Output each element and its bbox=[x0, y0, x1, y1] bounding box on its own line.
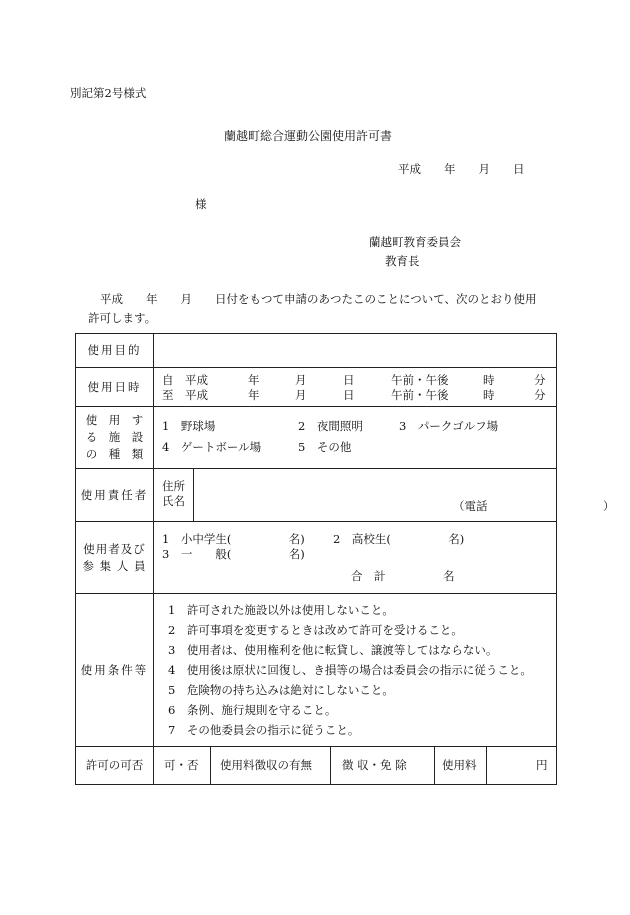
approval-cell bbox=[154, 747, 211, 784]
approval-label: 許可の可否 bbox=[76, 747, 154, 785]
to-year: 年 bbox=[248, 388, 260, 402]
condition-item: 2 許可事項を変更するときは改めて許可を受けること。 bbox=[168, 623, 463, 637]
document-title: 蘭越町総合運動公園使用許可書 bbox=[224, 129, 393, 143]
purpose-value bbox=[154, 334, 557, 368]
from-day: 日 bbox=[343, 373, 355, 387]
to-minute: 分 bbox=[534, 388, 546, 402]
condition-item: 5 危険物の持ち込みは絶対にしないこと。 bbox=[168, 683, 394, 697]
participants-junior: 1 小中学生( 名) bbox=[162, 532, 305, 546]
facility-label-line: る 施 設 bbox=[85, 430, 144, 445]
fee-collect-value-cell bbox=[330, 747, 435, 784]
addressee-suffix: 様 bbox=[195, 197, 207, 211]
from-ampm: 午前・午後 bbox=[391, 373, 449, 387]
participants-total: 合 計 名 bbox=[351, 569, 455, 583]
name-label: 氏名 bbox=[162, 494, 185, 508]
approval-value bbox=[154, 747, 557, 785]
row-approval bbox=[76, 747, 557, 785]
fee-collect-label-cell bbox=[210, 747, 331, 784]
permit-form-table bbox=[75, 333, 615, 785]
facility-label bbox=[76, 407, 154, 469]
condition-item: 4 使用後は原状に回復し、き損等の場合は委員会の指示に従うこと。 bbox=[168, 663, 532, 677]
fee-collect-label: 使用料徴収の有無 bbox=[220, 758, 312, 772]
from-hour: 時 bbox=[483, 373, 495, 387]
to-ampm: 午前・午後 bbox=[391, 388, 449, 402]
row-purpose bbox=[76, 334, 557, 368]
to-era: 平成 bbox=[185, 388, 208, 402]
from-prefix: 自 bbox=[162, 373, 174, 387]
responsible-value bbox=[154, 469, 615, 522]
facility-item: 3 パークゴルフ場 bbox=[399, 419, 499, 433]
conditions-value bbox=[154, 594, 557, 747]
to-month: 月 bbox=[295, 388, 307, 402]
facility-label-line: の 種 類 bbox=[85, 446, 144, 461]
condition-item: 6 条例、施行規則を守ること。 bbox=[168, 703, 337, 717]
form-number: 別記第2号様式 bbox=[70, 86, 147, 100]
facility-item: 4 ゲートボール場 bbox=[162, 440, 262, 454]
row-responsible bbox=[76, 469, 557, 522]
facility-item: 2 夜間照明 bbox=[298, 419, 363, 433]
participants-label bbox=[76, 522, 154, 594]
participants-label-line: 参 集 人 員 bbox=[82, 558, 147, 573]
purpose-label: 使用目的 bbox=[76, 334, 154, 368]
issuer-org: 蘭越町教育委員会 bbox=[369, 235, 461, 249]
datetime-value bbox=[154, 368, 557, 407]
responsible-label: 使用責任者 bbox=[76, 469, 154, 522]
address-name-sublabel bbox=[154, 469, 194, 521]
participants-value bbox=[154, 522, 557, 594]
row-participants bbox=[76, 522, 557, 594]
fee-collect-value: 徴 収・免 除 bbox=[342, 758, 407, 772]
intro-line-2: 許可します。 bbox=[88, 311, 157, 325]
condition-item: 3 使用者は、使用権利を他に転貸し、譲渡等してはならない。 bbox=[168, 643, 498, 657]
issuer-title: 教育長 bbox=[385, 254, 420, 268]
row-conditions bbox=[76, 594, 557, 747]
row-datetime bbox=[76, 368, 557, 407]
condition-item: 7 その他委員会の指示に従うこと。 bbox=[168, 723, 360, 737]
conditions-label: 使用条件等 bbox=[76, 594, 154, 747]
facility-value bbox=[154, 407, 557, 469]
participants-high: 2 高校生( 名) bbox=[333, 532, 465, 546]
facility-item: 5 その他 bbox=[298, 440, 352, 454]
approval-choice: 可・否 bbox=[164, 758, 199, 772]
from-month: 月 bbox=[295, 373, 307, 387]
condition-item: 1 許可された施設以外は使用しないこと。 bbox=[168, 603, 394, 617]
participants-label-line: 使用者及び bbox=[83, 541, 146, 556]
fee-label-cell bbox=[434, 747, 487, 784]
phone-open: （電話 bbox=[453, 499, 488, 513]
to-prefix: 至 bbox=[162, 388, 174, 402]
from-year: 年 bbox=[248, 373, 260, 387]
fee-label: 使用料 bbox=[442, 758, 477, 772]
intro-line-1: 平成 年 月 日付をもつて申請のあつたこのことについて、次のとおり使用 bbox=[100, 292, 537, 306]
issue-date: 平成 年 月 日 bbox=[398, 162, 525, 176]
to-day: 日 bbox=[343, 388, 355, 402]
datetime-label: 使用日時 bbox=[76, 368, 154, 407]
from-era: 平成 bbox=[185, 373, 208, 387]
address-label: 住所 bbox=[162, 479, 185, 493]
fee-unit: 円 bbox=[536, 758, 548, 772]
to-hour: 時 bbox=[483, 388, 495, 402]
participants-general: 3 一 般( 名) bbox=[162, 547, 305, 561]
facility-item: 1 野球場 bbox=[162, 419, 216, 433]
row-facility bbox=[76, 407, 557, 469]
facility-label-line: 使 用 す bbox=[85, 413, 144, 428]
phone-close: ） bbox=[603, 499, 615, 513]
from-minute: 分 bbox=[534, 373, 546, 387]
